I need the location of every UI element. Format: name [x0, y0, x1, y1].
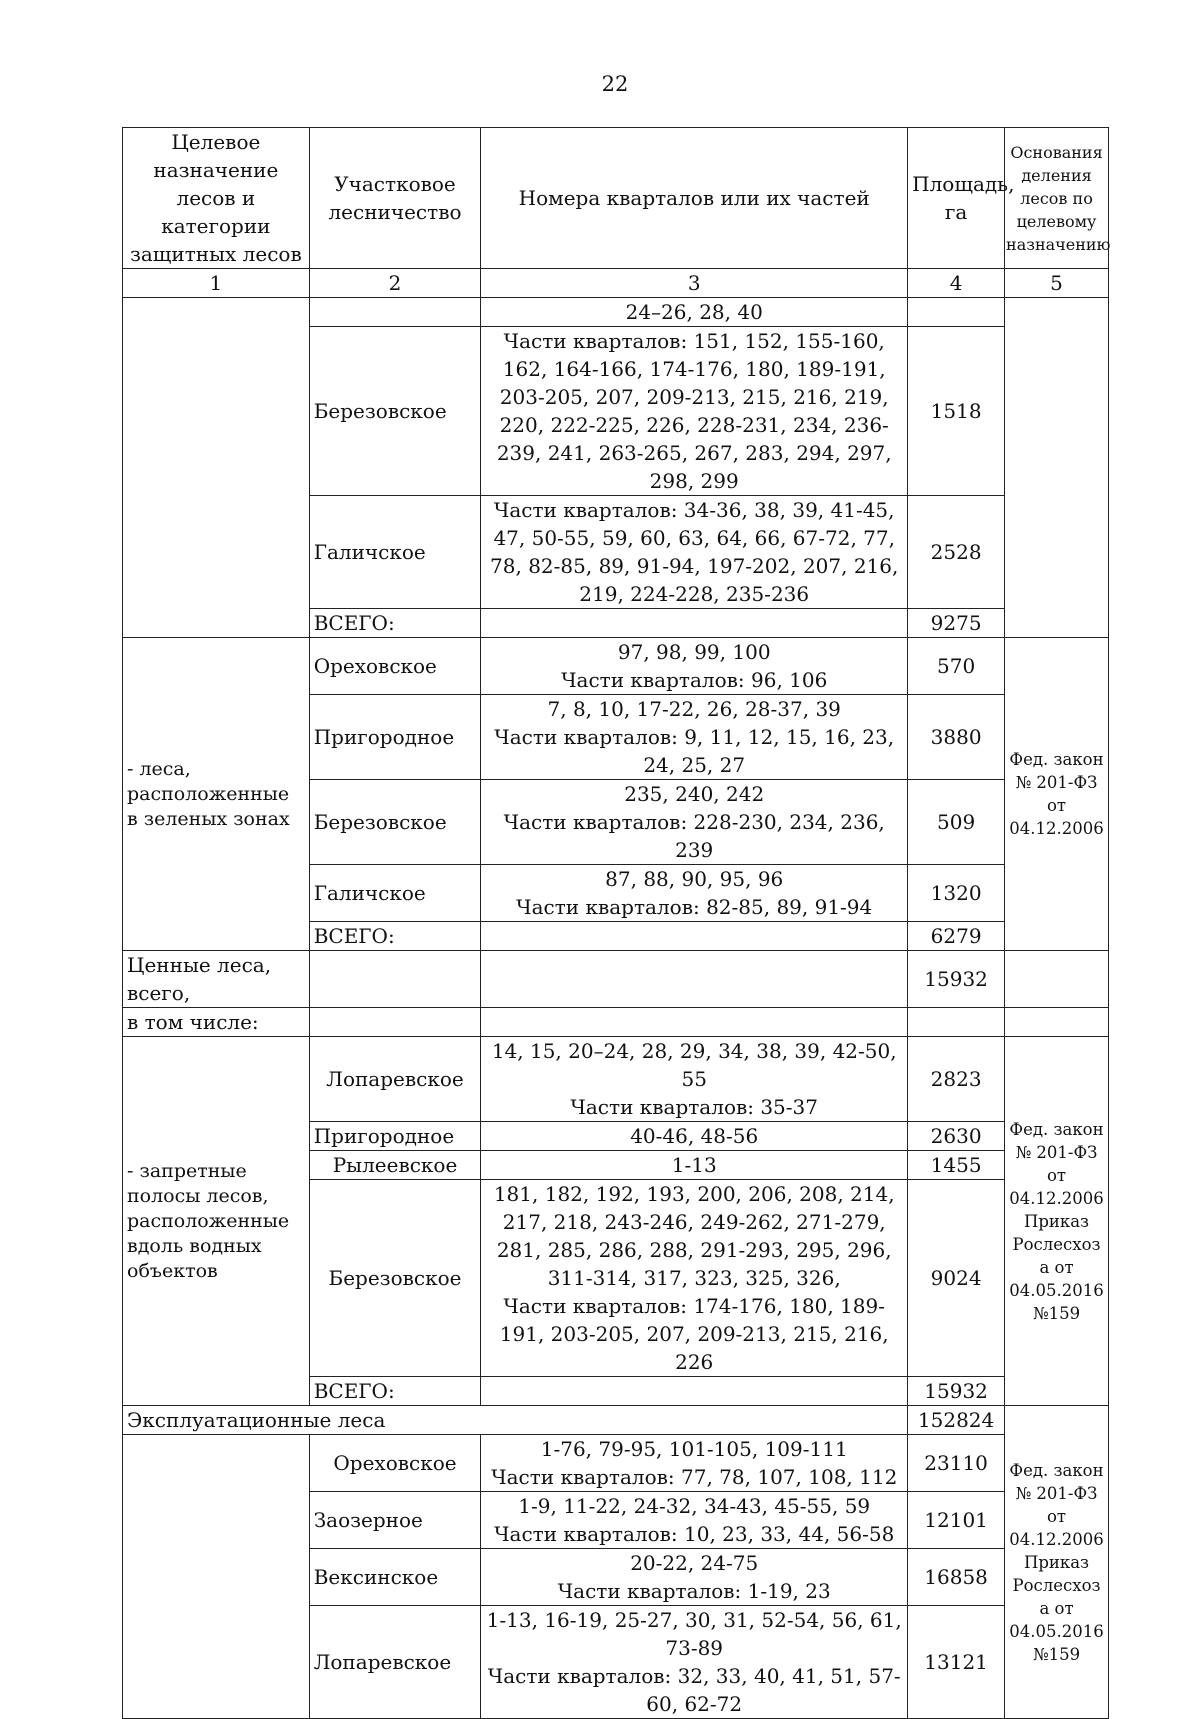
area-cell: 16858: [908, 1549, 1005, 1606]
quarters-full: 14, 15, 20–24, 28, 29, 34, 38, 39, 42-50, 55: [491, 1039, 897, 1091]
total-label: ВСЕГО:: [309, 922, 481, 951]
area-cell: 2630: [908, 1122, 1005, 1151]
header-purpose: Целевое назначение лесов и категории защитных лесов: [123, 128, 310, 269]
area-cell: [908, 298, 1005, 327]
quarters-parts: Части кварталов: 10, 23, 33, 44, 56-58: [494, 1522, 895, 1546]
forestry-cell: Пригородное: [309, 1122, 481, 1151]
empty-cell: [908, 1008, 1005, 1037]
exploitation-forests-row: [123, 1406, 1109, 1435]
quarters-parts: Части кварталов: 82-85, 89, 91-94: [516, 895, 873, 919]
quarters-cell: [481, 695, 908, 780]
quarters-cell: 40-46, 48-56: [481, 1122, 908, 1151]
forestry-cell: Пригородное: [309, 695, 481, 780]
quarters-parts: Части кварталов: 228-230, 234, 236, 239: [503, 810, 885, 862]
quarters-cell: [481, 609, 908, 638]
empty-cell: [481, 951, 908, 1008]
total-label: ВСЕГО:: [309, 1377, 481, 1406]
total-label: ВСЕГО:: [309, 609, 481, 638]
column-number: 1: [123, 269, 310, 298]
forestry-cell: Ореховское: [309, 638, 481, 695]
area-cell: 3880: [908, 695, 1005, 780]
quarters-cell: [481, 1549, 908, 1606]
table-row: [123, 638, 1109, 695]
category-cell: [123, 298, 310, 638]
quarters-cell: Части кварталов: 151, 152, 155-160, 162, 164-166, 174-176, 180, 189-191, 203-205, 207, 209-213, 215, 216, 219, 220, 222-225, 226, 228-231, 234, 236-239, 241, 263-265, 267, 283, 294, 297, 298, 299: [481, 327, 908, 496]
table-header-row: [123, 128, 1109, 269]
forestry-cell: Лопаревское: [309, 1606, 481, 1719]
forest-division-table: [122, 127, 1109, 1719]
quarters-full: 1-76, 79-95, 101-105, 109-111: [540, 1437, 848, 1461]
total-area: 15932: [908, 1377, 1005, 1406]
forestry-cell: Вексинское: [309, 1549, 481, 1606]
forestry-cell: [309, 298, 481, 327]
basis-cell: Фед. закон № 201-ФЗ от 04.12.2006 Приказ Рослесхоз а от 04.05.2016 №159: [1005, 1406, 1109, 1719]
table-row: [123, 298, 1109, 327]
area-cell: 13121: [908, 1606, 1005, 1719]
quarters-parts: Части кварталов: 77, 78, 107, 108, 112: [491, 1465, 898, 1489]
quarters-cell: [481, 1037, 908, 1122]
quarters-cell: [481, 780, 908, 865]
quarters-cell: 1-13: [481, 1151, 908, 1180]
category-cell: - леса, расположенные в зеленых зонах: [123, 638, 310, 951]
quarters-full: 1-13, 16-19, 25-27, 30, 31, 52-54, 56, 61, 73-89: [486, 1608, 902, 1660]
forestry-cell: Березовское: [309, 1180, 481, 1377]
forestry-cell: Лопаревское: [309, 1037, 481, 1122]
quarters-full: 7, 8, 10, 17-22, 26, 28-37, 39: [547, 697, 841, 721]
empty-cell: [1005, 1008, 1109, 1037]
header-quarters: Номера кварталов или их частей: [481, 128, 908, 269]
area-cell: 1455: [908, 1151, 1005, 1180]
header-forestry: Участковое лесничество: [309, 128, 481, 269]
quarters-cell: [481, 865, 908, 922]
empty-cell: [309, 951, 481, 1008]
basis-cell: Фед. закон № 201-ФЗ от 04.12.2006: [1005, 638, 1109, 951]
quarters-cell: [481, 1435, 908, 1492]
forestry-cell: Ореховское: [309, 1435, 481, 1492]
area-cell: 9024: [908, 1180, 1005, 1377]
quarters-cell: [481, 922, 908, 951]
including-label: в том числе:: [123, 1008, 310, 1037]
area-cell: 2528: [908, 496, 1005, 609]
quarters-parts: Части кварталов: 174-176, 180, 189-191, 203-205, 207, 209-213, 215, 216, 226: [499, 1294, 889, 1374]
quarters-cell: Части кварталов: 34-36, 38, 39, 41-45, 47, 50-55, 59, 60, 63, 64, 66, 67-72, 77, 78, 82-85, 89, 91-94, 197-202, 207, 216, 219, 224-228, 235-236: [481, 496, 908, 609]
quarters-parts: Части кварталов: 35-37: [570, 1095, 818, 1119]
table-row: [123, 1037, 1109, 1122]
table-row: [123, 1435, 1109, 1492]
forestry-cell: Заозерное: [309, 1492, 481, 1549]
area-cell: 2823: [908, 1037, 1005, 1122]
quarters-parts: Части кварталов: 9, 11, 12, 15, 16, 23, 24, 25, 27: [494, 725, 895, 777]
column-numbers-row: [123, 269, 1109, 298]
empty-cell: [309, 1008, 481, 1037]
quarters-cell: [481, 1492, 908, 1549]
area-cell: 570: [908, 638, 1005, 695]
empty-cell: [481, 1008, 908, 1037]
quarters-full: 97, 98, 99, 100: [617, 640, 771, 664]
forestry-cell: Галичское: [309, 865, 481, 922]
valuable-forests-row: [123, 951, 1109, 1008]
category-cell: - запретные полосы лесов, расположенные вдоль водных объектов: [123, 1037, 310, 1406]
total-area: 9275: [908, 609, 1005, 638]
quarters-parts: Части кварталов: 1-19, 23: [557, 1579, 831, 1603]
area-cell: 509: [908, 780, 1005, 865]
quarters-cell: [481, 1180, 908, 1377]
exploitation-forests-title: Эксплуатационные леса: [123, 1406, 908, 1435]
quarters-cell: [481, 638, 908, 695]
basis-cell: Фед. закон № 201-ФЗ от 04.12.2006 Приказ Рослесхоз а от 04.05.2016 №159: [1005, 1037, 1109, 1406]
quarters-full: 1-9, 11-22, 24-32, 34-43, 45-55, 59: [518, 1494, 871, 1518]
basis-cell: [1005, 298, 1109, 638]
quarters-full: 20-22, 24-75: [630, 1551, 759, 1575]
area-cell: 1320: [908, 865, 1005, 922]
valuable-forests-title: Ценные леса, всего,: [123, 951, 310, 1008]
quarters-full: 181, 182, 192, 193, 200, 206, 208, 214, 217, 218, 243-246, 249-262, 271-279, 281, 285, 286, 288, 291-293, 295, 296, 311-314, 317, 323, 325, 326,: [493, 1182, 895, 1290]
forestry-cell: Галичское: [309, 496, 481, 609]
forestry-cell: Рылеевское: [309, 1151, 481, 1180]
column-number: 3: [481, 269, 908, 298]
page-number: 22: [601, 72, 629, 96]
column-number: 5: [1005, 269, 1109, 298]
quarters-cell: [481, 1606, 908, 1719]
quarters-cell: [481, 1377, 908, 1406]
exploitation-forests-area: 152824: [908, 1406, 1005, 1435]
forestry-cell: Березовское: [309, 327, 481, 496]
area-cell: 23110: [908, 1435, 1005, 1492]
valuable-forests-area: 15932: [908, 951, 1005, 1008]
including-row: [123, 1008, 1109, 1037]
quarters-full: 235, 240, 242: [624, 782, 765, 806]
empty-cell: [1005, 951, 1109, 1008]
area-cell: 12101: [908, 1492, 1005, 1549]
quarters-parts: Части кварталов: 96, 106: [561, 668, 828, 692]
area-cell: 1518: [908, 327, 1005, 496]
forestry-cell: Березовское: [309, 780, 481, 865]
quarters-full: 87, 88, 90, 95, 96: [605, 867, 784, 891]
header-area: Площадь, га: [908, 128, 1005, 269]
quarters-cell: 24–26, 28, 40: [481, 298, 908, 327]
quarters-parts: Части кварталов: 32, 33, 40, 41, 51, 57-60, 62-72: [487, 1664, 901, 1716]
column-number: 4: [908, 269, 1005, 298]
total-area: 6279: [908, 922, 1005, 951]
header-basis: Основания деления лесов по целевому назначению: [1005, 128, 1109, 269]
column-number: 2: [309, 269, 481, 298]
category-cell: [123, 1435, 310, 1719]
